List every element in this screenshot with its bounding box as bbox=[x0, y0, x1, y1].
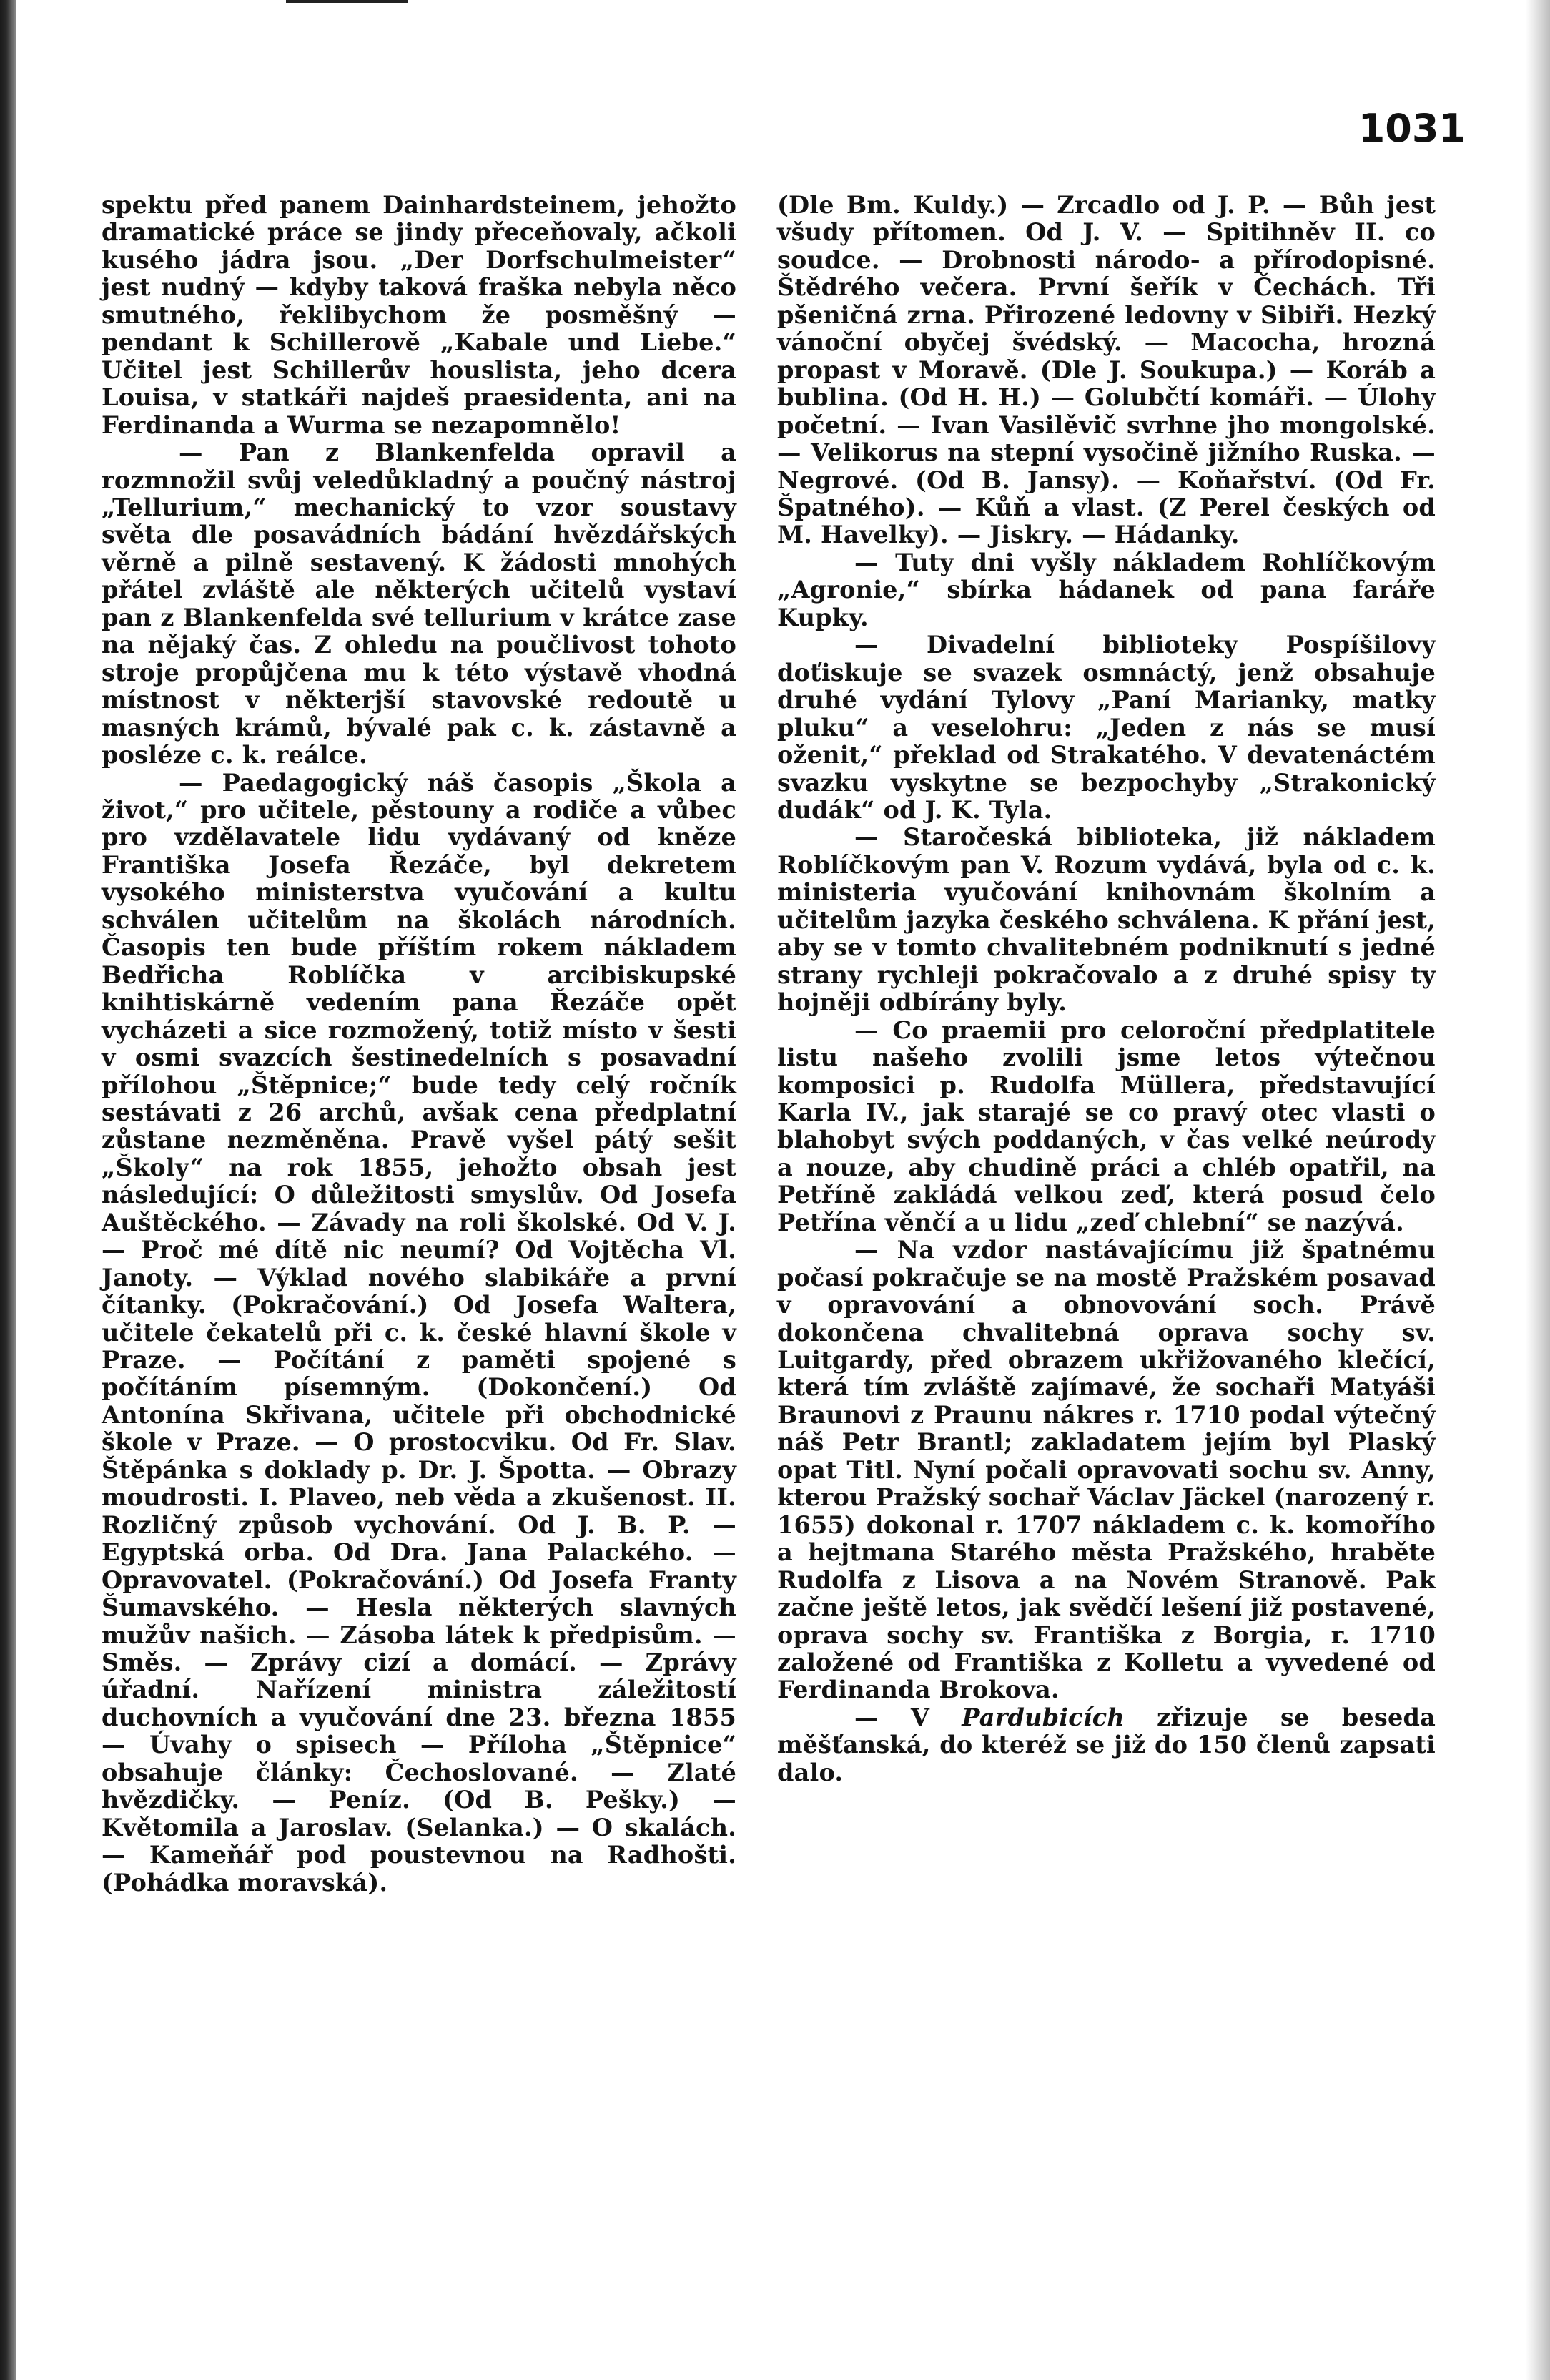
paragraph-pardubice bbox=[777, 1704, 1436, 1786]
pardubice-text: zřizuje se beseda měšťanská, do kteréž se již do 150 členů zapsati dalo. bbox=[777, 1703, 1436, 1786]
page-edge-shadow-right bbox=[1526, 0, 1550, 2380]
top-scratch-mark bbox=[286, 0, 408, 3]
paragraph-stepnice-contents: (Dle Bm. Kuldy.) — Zrcadlo od J. P. — Bůh jest všudy přítomen. Od J. V. — Spitihněv II. co soudce. — Drobnosti národo- a přírodopisné. Štědrého večera. První šeřík v Čechách. Tři pšeničná zrna. Přirozené ledovny v Sibiři. Hezký vánoční obyčej švédský. — Macocha, hrozná propast v Moravě. (Dle J. Soukupa.) — Koráb a bublina. (Od H. H.) — Golubčtí komáři. — Úlohy početní. — Ivan Vasilěvič svrhne jho mongolské. — Velikorus na stepní vysočině jižního Ruska. — Negrové. (Od B. Jansy). — Koňařství. (Od Fr. Špatného). — Kůň a vlast. (Z Perel českých od M. Havelky). — Jiskry. — Hádanky. bbox=[777, 191, 1436, 549]
paragraph-prazsky-most: — Na vzdor nastávajícímu již špatnému počasí pokračuje se na mostě Pražském posavad v opravování a obnovování soch. Právě dokončena chvalitebná oprava sochy sv. Luitgardy, před obrazem ukřižovaného klečící, která tím zvláště zajímavé, že sochaři Matyáši Braunovi z Praunu nákres r. 1710 podal výtečný náš Petr Brantl; zakladatem jejím byl Plaský opat Titl. Nyní počali opravovati sochu sv. Anny, kterou Pražský sochař Václav Jäckel (narozený r. 1655) dokonal r. 1707 nákladem c. k. komořího a hejtmana Starého města Pražského, hraběte Rudolfa z Lisova a na Novém Stranově. Pak začne ještě letos, jak svědčí lešení již postavené, oprava sochy sv. Františka z Borgia, r. 1710 založené od Františka z Kolletu a vyvedené od Ferdinanda Brokova. bbox=[777, 1236, 1436, 1704]
page-edge-shadow-left bbox=[0, 0, 16, 2380]
paragraph-agronie: — Tuty dni vyšly nákladem Rohlíčkovým „Agronie,“ sbírka hádanek od pana faráře Kupky. bbox=[777, 548, 1436, 631]
right-column bbox=[777, 192, 1436, 1786]
left-column bbox=[102, 192, 736, 1897]
page-number: 1031 bbox=[1358, 106, 1466, 151]
pardubice-lead: — V bbox=[854, 1703, 962, 1731]
paragraph-tellurium: — Pan z Blankenfelda opravil a rozmnožil svůj veledůkladný a poučný nástroj „Tellurium,“ mechanický to vzor soustavy světa dle posavádních bádání hvězdářských věrně a pilně sestavený. K žádosti mnohých přátel zvláště ale některých učitelů vystaví pan z Blankenfelda své tellurium v krátce zase na nějaký čas. Z ohledu na poučlivost tohoto stroje propůjčena mu k této výstavě vhodná místnost v některjší stavovské redoutě u masných krámů, bývalé pak c. k. zástavně a posléze c. k. reálce. bbox=[102, 438, 736, 769]
paragraph-praemie: — Co praemii pro celoroční předplatitele listu našeho zvolili jsme letos výtečnou komposici p. Rudolfa Müllera, představující Karla IV., jak starajé se co pravý otec vlasti o blahobyt svých poddaných, v čas velké neúrody a nouze, aby chudině práci a chléb opatřil, na Petříně zakládá velkou zeď, která posud čelo Petřína věnčí a u lidu „zeď chlební“ se nazývá. bbox=[777, 1016, 1436, 1236]
paragraph-staroceska-biblioteka: — Staročeská biblioteka, již nákladem Roblíčkovým pan V. Rozum vydává, byla od c. k. ministeria vyučování knihovnám školním a učitelům jazyka českého schválena. K přání jest, aby se v tomto chvalitebném podniknutí s jedné strany rychleji pokračovalo a z druhé spisy ty hojněji odbírány byly. bbox=[777, 823, 1436, 1017]
paragraph-divadelni-biblioteka: — Divadelní biblioteky Pospíšilovy doťiskuje se svazek osmnáctý, jenž obsahuje druhé vydání Tylovy „Paní Marianky, matky pluku“ a veselohru: „Jeden z nás se musí oženit,“ překlad od Strakatého. V devatenáctém svazku vyskytne se bezpochyby „Strakonický dudák“ od J. K. Tyla. bbox=[777, 631, 1436, 824]
paragraph-skola-a-zivot: — Paedagogický náš časopis „Škola a život,“ pro učitele, pěstouny a rodiče a vůbec pro vzdělavatele lidu vydávaný od kněze Františka Josefa Řezáče, byl dekretem vysokého ministerstva vyučování a kultu schválen učitelům na školách národních. Časopis ten bude příštím rokem nákladem Bedřicha Roblíčka v arcibiskupské knihtiskárně vedením pana Řezáče opět vycházeti a sice rozmožený, totiž místo v šesti v osmi svazcích šestinedelních s posavadní přílohou „Štěpnice;“ bude tedy celý ročník sestávati z 26 archů, avšak cena předplatní zůstane nezměněna. Pravě vyšel pátý sešit „Školy“ na rok 1855, jehožto obsah jest následující: O důležitosti smyslův. Od Josefa Auštěckého. — Závady na roli školské. Od V. J. — Proč mé dítě nic neumí? Od Vojtěcha Vl. Janoty. — Výklad nového slabikáře a první čítanky. (Pokračování.) Od Josefa Waltera, učitele čekatelů při c. k. české hlavní škole v Praze. — Počítání z paměti spojené s počítáním písemným. (Dokončení.) Od Antonína Skřivana, učitele při obchodnické škole v Praze. — O prostocviku. Od Fr. Slav. Štěpánka s doklady p. Dr. J. Špotta. — Obrazy moudrosti. I. Plaveo, neb věda a zkušenost. II. Rozličný způsob vychování. Od J. B. P. — Egyptská orba. Od Dra. Jana Palackého. — Opravovatel. (Pokračování.) Od Josefa Franty Šumavského. — Hesla některých slavných mužův našich. — Zásoba látek k předpisům. — Směs. — Zprávy cizí a domácí. — Zprávy úřadní. Nařízení ministra záležitostí duchovních a vyučování dne 23. března 1855 — Úvahy o spisech — Příloha „Štěpnice“ obsahuje články: Čechoslované. — Zlaté hvězdičky. — Peníz. (Od B. Pešky.) — Květomila a Jaroslav. (Selanka.) — O skalách. — Kameňář pod poustevnou na Radhošti. (Pohádka moravská). bbox=[102, 768, 736, 1897]
paragraph-dainhardstein: spektu před panem Dainhardsteinem, jehožto dramatické práce se jindy přeceňovaly, ačkoli kusého jádra jsou. „Der Dorfschulmeister“ jest nudný — kdyby taková fraška nebyla něco smutného, řeklibychom že posměšný — pendant k Schillerově „Kabale und Liebe.“ Učitel jest Schillerův houslista, jeho dcera Louisa, v statkáři najdeš praesidenta, ani na Ferdinanda a Wurma se nezapomnělo! bbox=[102, 191, 736, 439]
pardubice-place: Pardubicích bbox=[962, 1703, 1125, 1731]
